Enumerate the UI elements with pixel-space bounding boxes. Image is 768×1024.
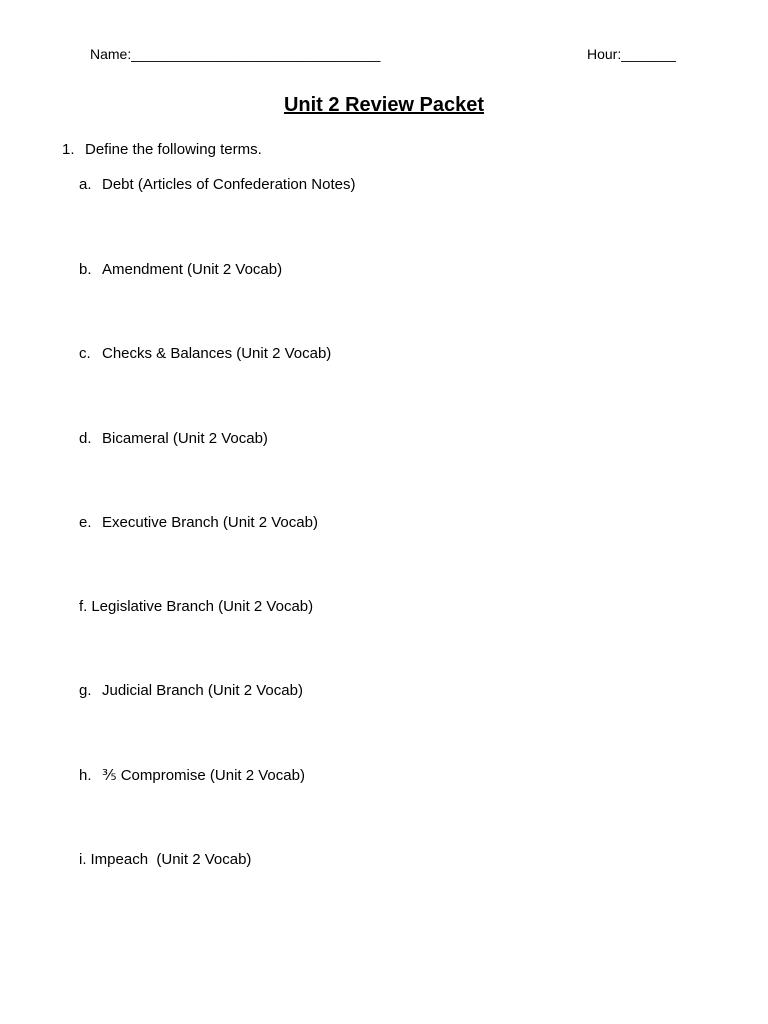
- hour-field-label: Hour:_______: [587, 46, 676, 62]
- page-title: Unit 2 Review Packet: [283, 94, 485, 116]
- item-text: Checks & Balances (Unit 2 Vocab): [102, 345, 332, 362]
- name-field-label: Name:________________________________: [90, 46, 381, 62]
- question-number: 1.: [62, 141, 75, 158]
- item-text: Amendment (Unit 2 Vocab): [102, 261, 283, 278]
- question-text: Define the following terms.: [85, 141, 262, 158]
- item-letter: e.: [79, 514, 92, 531]
- item-letter: g.: [79, 682, 92, 699]
- term-item-bicameral: [79, 430, 268, 448]
- item-letter: i.: [79, 851, 87, 868]
- item-text: Legislative Branch (Unit 2 Vocab): [91, 598, 314, 615]
- item-letter: c.: [79, 345, 91, 362]
- term-item-impeach: [79, 851, 251, 869]
- item-text: ⅗ Compromise (Unit 2 Vocab): [102, 767, 305, 784]
- item-text: Executive Branch (Unit 2 Vocab): [102, 514, 318, 531]
- term-item-judicial-branch: [79, 682, 303, 700]
- term-item-debt: [79, 176, 355, 194]
- item-letter: a.: [79, 176, 92, 193]
- item-letter: b.: [79, 261, 92, 278]
- item-letter: f.: [79, 598, 88, 615]
- term-item-checks-balances: [79, 345, 331, 363]
- question-1: [62, 141, 262, 159]
- item-text: Debt (Articles of Confederation Notes): [102, 176, 356, 193]
- item-letter: d.: [79, 430, 92, 447]
- item-text: Bicameral (Unit 2 Vocab): [102, 430, 268, 447]
- term-item-three-fifths-compromise: [79, 767, 305, 785]
- item-letter: h.: [79, 767, 92, 784]
- term-item-amendment: [79, 261, 282, 279]
- term-item-legislative-branch: [79, 598, 313, 616]
- item-text: Judicial Branch (Unit 2 Vocab): [102, 682, 303, 699]
- item-text: Impeach (Unit 2 Vocab): [90, 851, 252, 868]
- term-item-executive-branch: [79, 514, 318, 532]
